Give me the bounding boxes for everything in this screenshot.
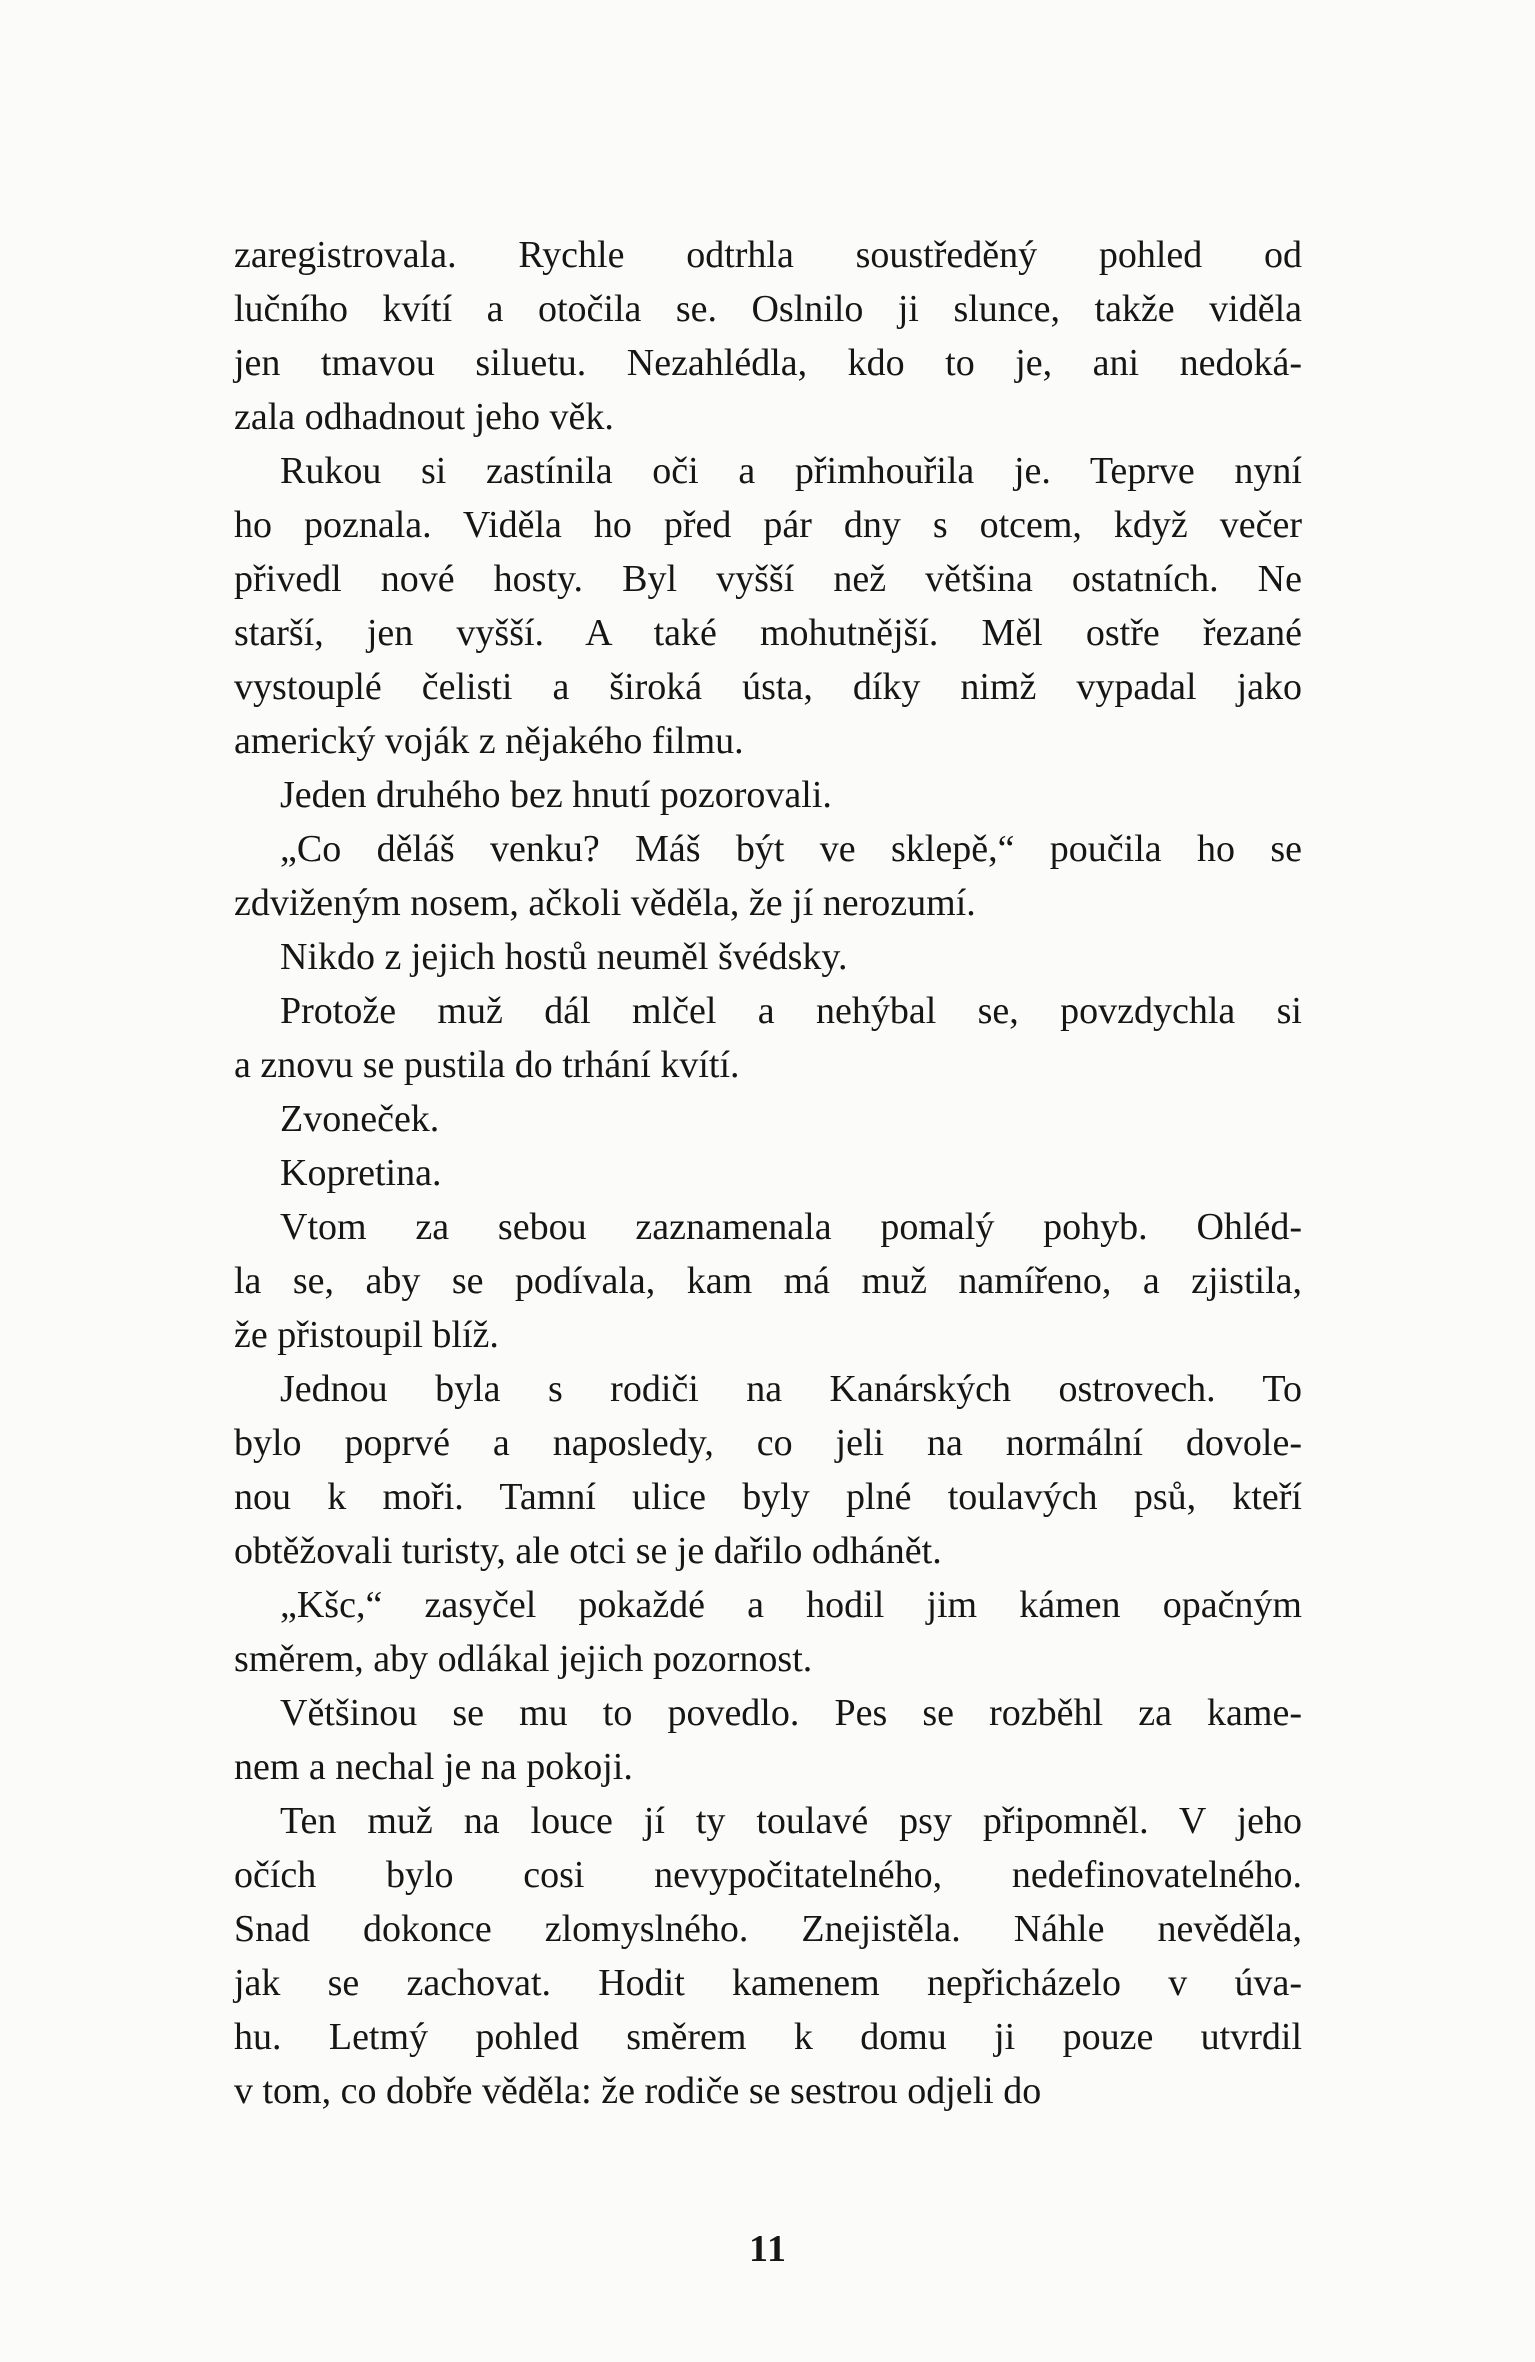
- text-line: Většinou se mu to povedlo. Pes se rozběhl za kame-: [280, 1692, 1302, 1734]
- paragraph: [234, 228, 1302, 444]
- paragraph: [234, 930, 1302, 984]
- text-line: nou k moři. Tamní ulice byly plné toulavých psů, kteří: [234, 1476, 1302, 1518]
- text-line: hu. Letmý pohled směrem k domu ji pouze utvrdil: [234, 2016, 1302, 2058]
- text-line: Jednou byla s rodiči na Kanárských ostrovech. To: [280, 1368, 1302, 1410]
- paragraph: [234, 1146, 1302, 1200]
- paragraph: [234, 768, 1302, 822]
- text-line: obtěžovali turisty, ale otci se je dařilo odhánět.: [234, 1530, 942, 1572]
- text-line: a znovu se pustila do trhání kvítí.: [234, 1044, 740, 1086]
- text-line: lučního kvítí a otočila se. Oslnilo ji slunce, takže viděla: [234, 288, 1302, 330]
- text-line: americký voják z nějakého filmu.: [234, 720, 744, 762]
- page-number: 11: [749, 2228, 787, 2270]
- page-text: [234, 228, 1302, 2118]
- text-line: Vtom za sebou zaznamenala pomalý pohyb. Ohléd-: [280, 1206, 1302, 1248]
- text-line: směrem, aby odlákal jejich pozornost.: [234, 1638, 813, 1680]
- text-line: Nikdo z jejich hostů neuměl švédsky.: [280, 936, 848, 978]
- text-line: starší, jen vyšší. A také mohutnější. Měl ostře řezané: [234, 612, 1302, 654]
- text-line: Rukou si zastínila oči a přimhouřila je. Teprve nyní: [280, 450, 1302, 492]
- text-line: očích bylo cosi nevypočitatelného, nedefinovatelného.: [234, 1854, 1302, 1896]
- paragraph: [234, 1578, 1302, 1686]
- text-line: „Co děláš venku? Máš být ve sklepě,“ poučila ho se: [280, 828, 1302, 870]
- text-line: Protože muž dál mlčel a nehýbal se, povzdychla si: [280, 990, 1302, 1032]
- text-line: přivedl nové hosty. Byl vyšší než většina ostatních. Ne: [234, 558, 1302, 600]
- text-line: Jeden druhého bez hnutí pozorovali.: [280, 774, 832, 816]
- paragraph: [234, 1686, 1302, 1794]
- text-line: jak se zachovat. Hodit kamenem nepřicházelo v úva-: [234, 1962, 1302, 2004]
- paragraph: [234, 1200, 1302, 1362]
- text-line: ho poznala. Viděla ho před pár dny s otcem, když večer: [234, 504, 1302, 546]
- paragraph: [234, 984, 1302, 1092]
- text-line: Zvoneček.: [280, 1098, 440, 1140]
- text-line: zala odhadnout jeho věk.: [234, 396, 614, 438]
- text-line: Ten muž na louce jí ty toulavé psy připomněl. V jeho: [280, 1800, 1302, 1842]
- text-line: zdviženým nosem, ačkoli věděla, že jí nerozumí.: [234, 882, 976, 924]
- text-line: bylo poprvé a naposledy, co jeli na normální dovole-: [234, 1422, 1302, 1464]
- text-line: nem a nechal je na pokoji.: [234, 1746, 633, 1788]
- text-line: la se, aby se podívala, kam má muž namířeno, a zjistila,: [234, 1260, 1302, 1302]
- paragraph: [234, 1092, 1302, 1146]
- paragraph: [234, 444, 1302, 768]
- text-line: vystouplé čelisti a široká ústa, díky nimž vypadal jako: [234, 666, 1302, 708]
- text-line: Snad dokonce zlomyslného. Znejistěla. Náhle nevěděla,: [234, 1908, 1302, 1950]
- text-line: Kopretina.: [280, 1152, 442, 1194]
- text-line: že přistoupil blíž.: [234, 1314, 499, 1356]
- paragraph: [234, 822, 1302, 930]
- text-line: v tom, co dobře věděla: že rodiče se sestrou odjeli do: [234, 2070, 1042, 2112]
- text-line: „Kšc,“ zasyčel pokaždé a hodil jim kámen opačným: [280, 1584, 1302, 1626]
- text-line: zaregistrovala. Rychle odtrhla soustředěný pohled od: [234, 234, 1302, 276]
- paragraph: [234, 1794, 1302, 2118]
- paragraph: [234, 1362, 1302, 1578]
- text-line: jen tmavou siluetu. Nezahlédla, kdo to je, ani nedoká-: [234, 342, 1302, 384]
